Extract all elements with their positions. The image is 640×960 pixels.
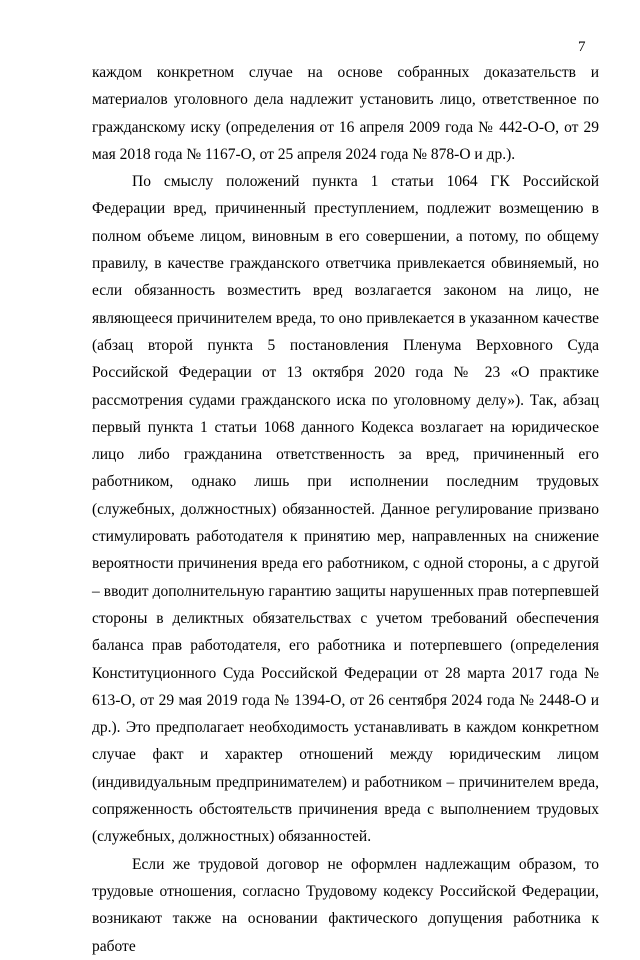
paragraph-labor-relations: Если же трудовой договор не оформлен надлежащим образом, то трудовые отношения, согласно Трудовому кодексу Российской Федерации, возникают также на основании фактического допущения работника к работе <box>92 855 599 955</box>
paragraph-continuation: каждом конкретном случае на основе собранных доказательств и материалов уголовного дела надлежит установить лицо, ответственное по гражданскому иску (определения от 16 апреля 2009 года № 442-О-О, от 29 мая 2018 года № 1167-О, от 25 апреля 2024 года № 878-О и др.). <box>92 64 599 163</box>
document-body <box>92 59 599 960</box>
page-number: 7 <box>578 39 586 55</box>
paragraph-liability-principle: По смыслу положений пункта 1 статьи 1064 ГК Российской Федерации вред, причиненный преступлением, подлежит возмещению в полном объеме лицом, виновным в его совершении, а потому, по общему правилу, в качестве гражданского ответчика привлекается обвиняемый, но если обязанность возместить вред возлагается законом на лицо, не являющееся причинителем вреда, то оно привлекается в указанном качестве (абзац второй пункта 5 постановления Пленума Верховного Суда Российской Федерации от 13 октября 2020 года № 23 «О практике рассмотрения судами гражданского иска по уголовному делу»). Так, абзац первый пункта 1 статьи 1068 данного Кодекса возлагает на юридическое лицо либо гражданина ответственность за вред, причиненный его работником, однако лишь при исполнении последним трудовых (служебных, должностных) обязанностей. Данное регулирование призвано стимулировать работодателя к принятию мер, направленных на снижение вероятности причинения вреда его работником, с одной стороны, а с другой – вводит дополнительную гарантию защиты нарушенных прав потерпевшей стороны в деликтных обязательствах с учетом требований обеспечения баланса прав работодателя, его работника и потерпевшего (определения Конституционного Суда Российской Федерации от 28 марта 2017 года № 613-О, от 29 мая 2019 года № 1394-О, от 26 сентября 2024 года № 2448-О и др.). Это предполагает необходимость устанавливать в каждом конкретном случае факт и характер отношений между юридическим лицом (индивидуальным предпринимателем) и работником – причинителем вреда, сопряженность обстоятельств причинения вреда с выполнением трудовых (служебных, должностных) обязанностей. <box>92 173 599 846</box>
